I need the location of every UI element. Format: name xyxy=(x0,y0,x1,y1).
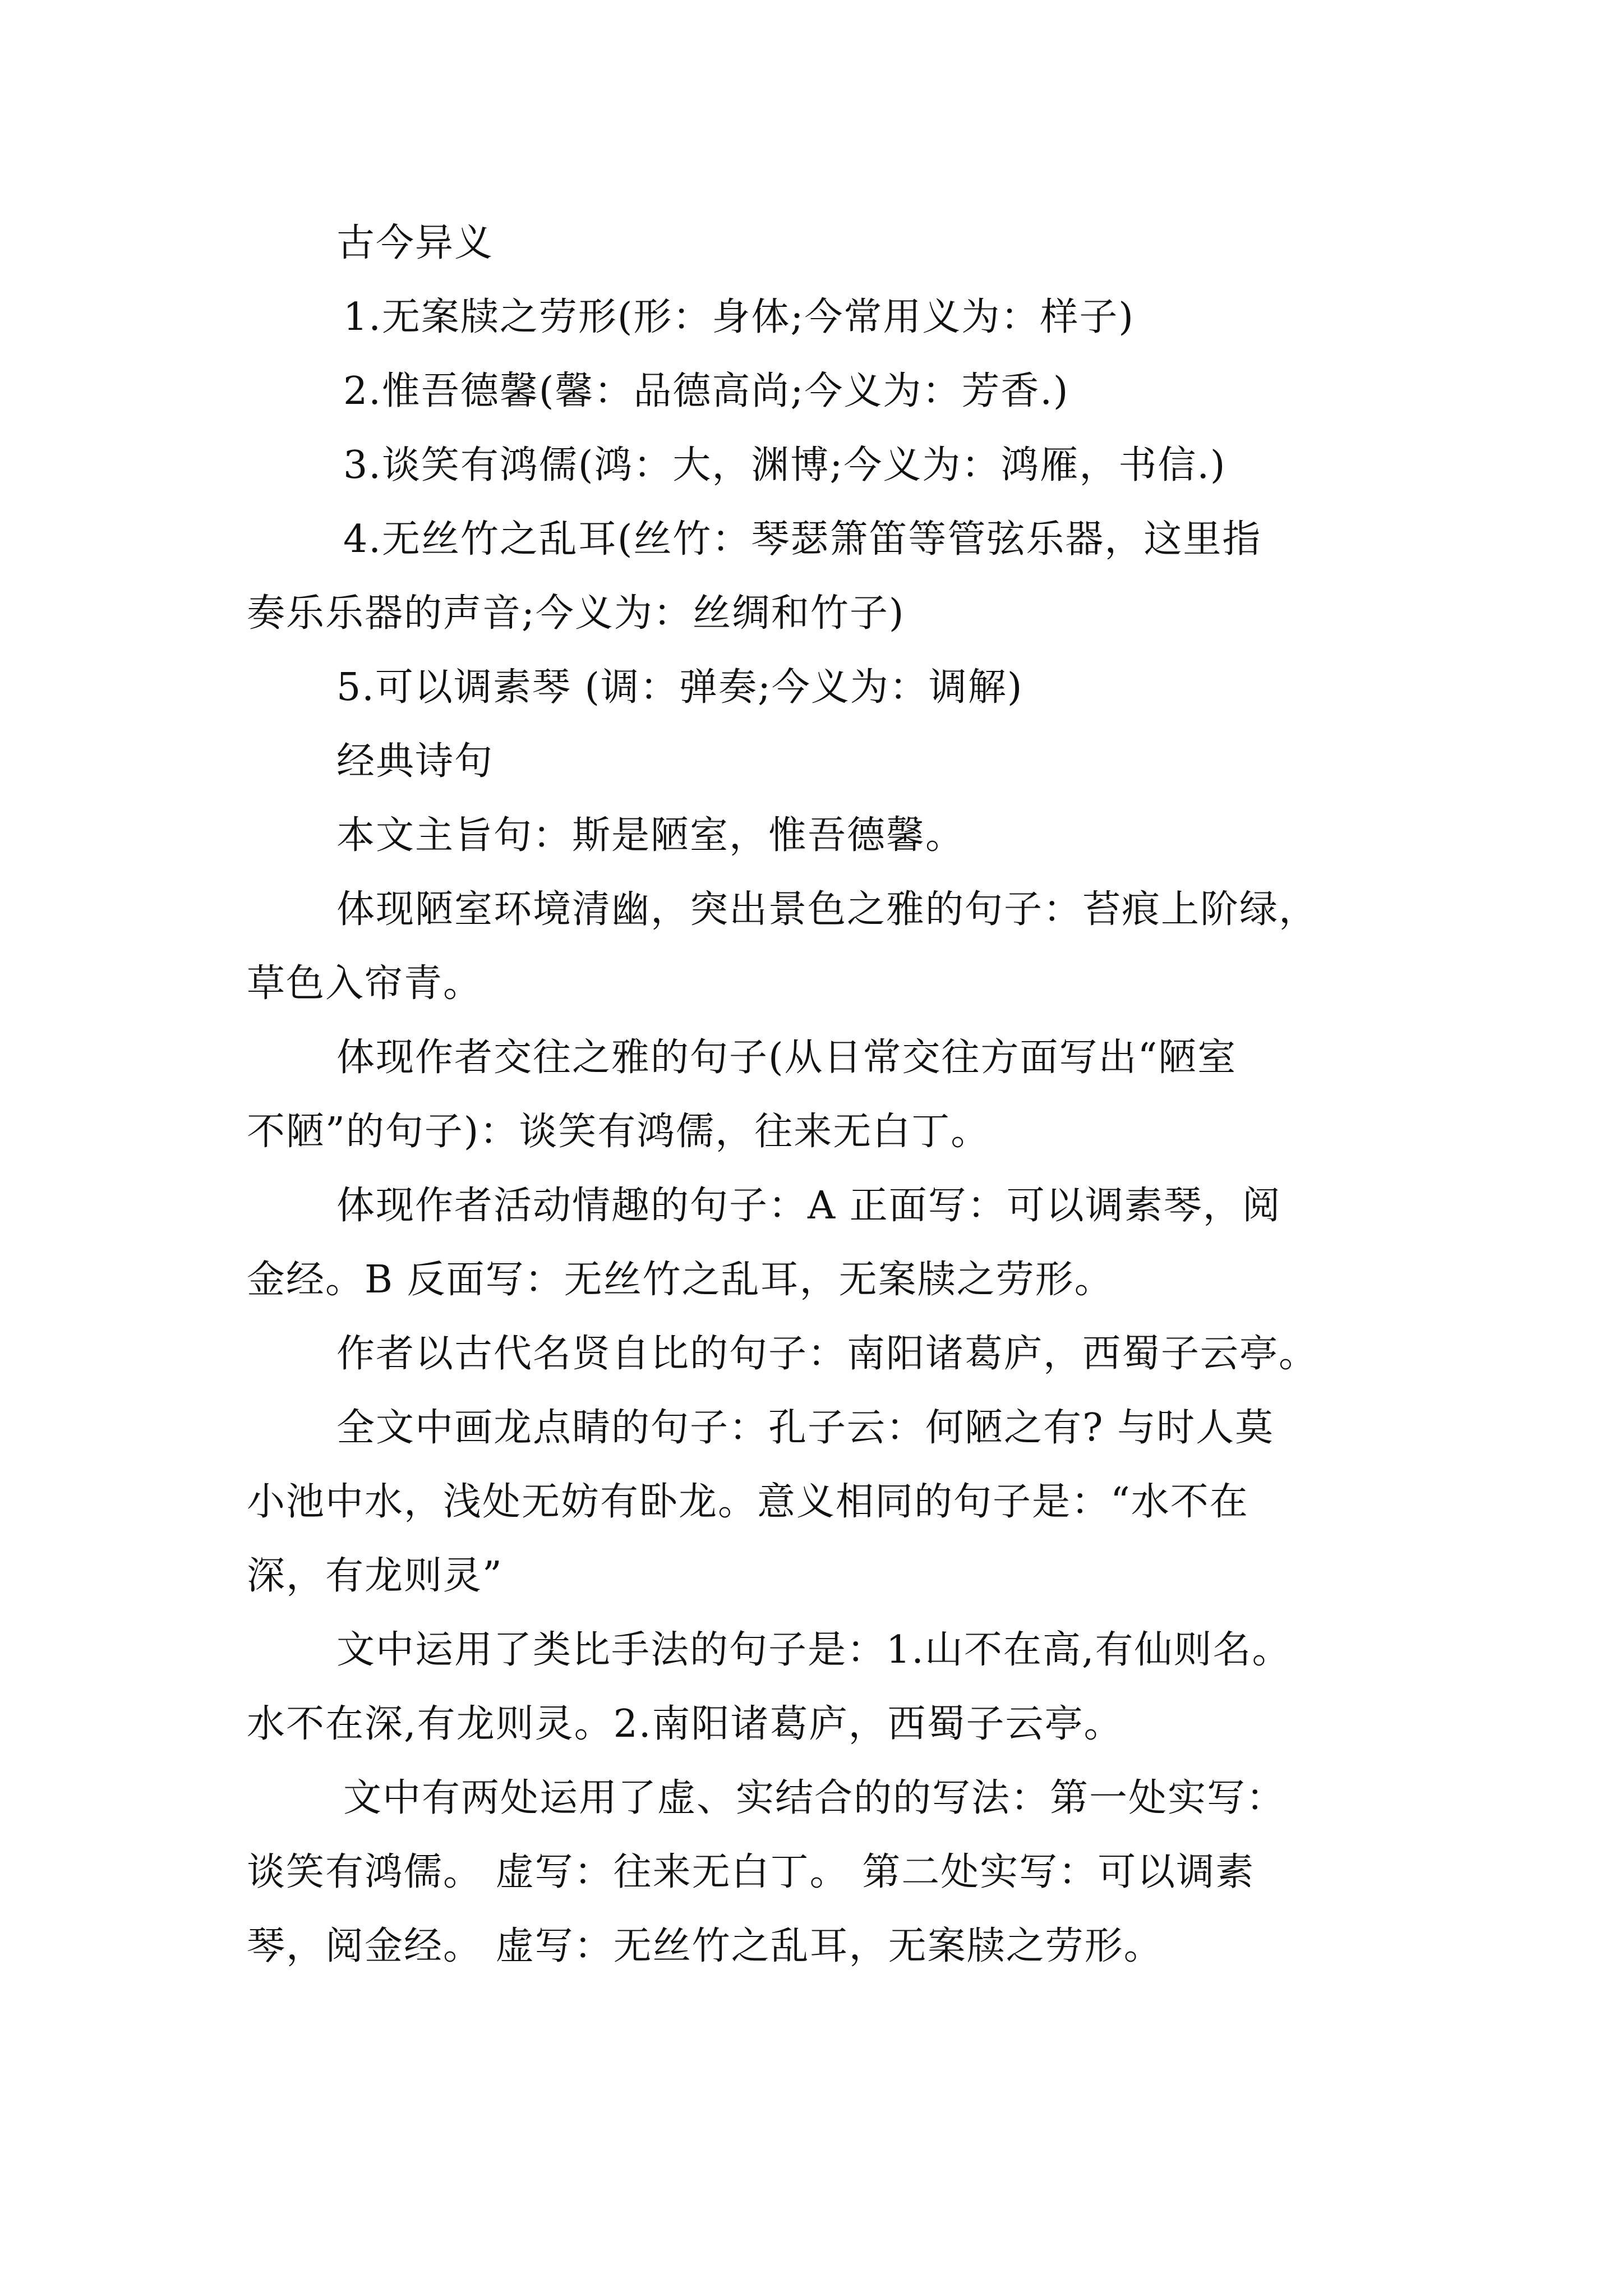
para-7-line-2: 水不在深,有龙则灵。2.南阳诸葛庐，西蜀子云亭。 xyxy=(247,1702,1123,1746)
para-6-line-1: 全文中画龙点睛的句子：孔子云：何陋之有? 与时人莫 xyxy=(336,1406,1275,1450)
item-4-line-2: 奏乐乐器的声音;今义为：丝绸和竹子) xyxy=(247,591,905,636)
item-5-line-1: 5.可以调素琴 (调：弹奏;今义为：调解) xyxy=(336,665,1023,710)
section-heading-gujin: 古今异义 xyxy=(336,221,494,265)
para-8-line-1: 文中有两处运用了虚、实结合的的写法：第一处实写： xyxy=(343,1776,1286,1820)
para-4-line-1: 体现作者活动情趣的句子：A 正面写：可以调素琴，阅 xyxy=(336,1184,1281,1228)
item-1-line-1: 1.无案牍之劳形(形：身体;今常用义为：样子) xyxy=(343,295,1135,339)
para-6-line-3: 深，有龙则灵” xyxy=(247,1554,503,1598)
para-1-line-1: 本文主旨句：斯是陋室，惟吾德馨。 xyxy=(336,813,965,858)
item-3-line-1: 3.谈笑有鸿儒(鸿：大，渊博;今义为：鸿雁，书信.) xyxy=(343,443,1227,487)
para-8-line-3: 琴，阅金经。 虚写：无丝竹之乱耳，无案牍之劳形。 xyxy=(247,1924,1163,1968)
para-2-line-1: 体现陋室环境清幽，突出景色之雅的句子：苔痕上阶绿， xyxy=(336,887,1318,932)
para-5-line-1: 作者以古代名贤自比的句子：南阳诸葛庐，西蜀子云亭。 xyxy=(336,1332,1318,1376)
para-3-line-2: 不陋”的句子)：谈笑有鸿儒，往来无白丁。 xyxy=(247,1110,990,1154)
para-7-line-1: 文中运用了类比手法的句子是：1.山不在高,有仙则名。 xyxy=(336,1628,1292,1672)
item-4-line-1: 4.无丝竹之乱耳(丝竹：琴瑟箫笛等管弦乐器，这里指 xyxy=(343,517,1262,562)
item-2-line-1: 2.惟吾德馨(馨：品德高尚;今义为：芳香.) xyxy=(343,369,1069,413)
para-3-line-1: 体现作者交往之雅的句子(从日常交往方面写出“陋室 xyxy=(336,1036,1237,1080)
para-4-line-2: 金经。B 反面写：无丝竹之乱耳，无案牍之劳形。 xyxy=(247,1258,1114,1302)
section-heading-jingdian: 经典诗句 xyxy=(336,739,494,784)
para-8-line-2: 谈笑有鸿儒。 虚写：往来无白丁。 第二处实写：可以调素 xyxy=(247,1850,1255,1894)
para-6-line-2: 小池中水，浅处无妨有卧龙。意义相同的句子是：“水不在 xyxy=(247,1480,1249,1524)
para-2-line-2: 草色入帘青。 xyxy=(247,961,483,1006)
